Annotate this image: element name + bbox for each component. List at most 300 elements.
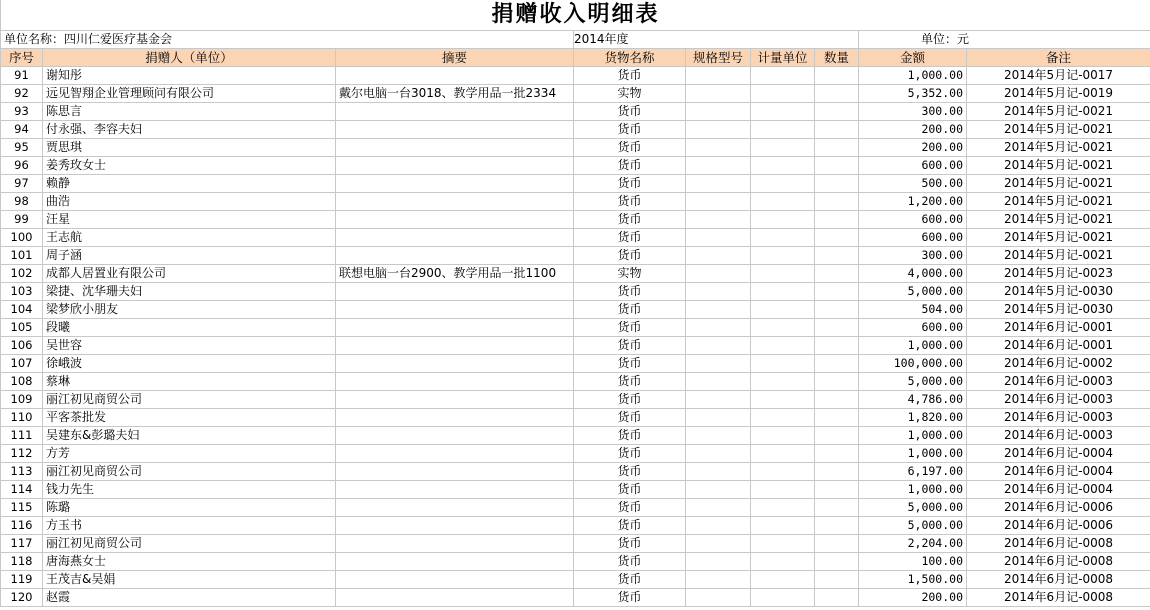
title-row xyxy=(1,0,1150,31)
cell-amount: 5,000.00 xyxy=(859,517,967,535)
cell-goods: 货币 xyxy=(574,427,686,445)
cell-donor: 段曦 xyxy=(43,319,336,337)
table-row xyxy=(1,247,1150,265)
table-row xyxy=(1,265,1150,283)
cell-amount: 600.00 xyxy=(859,211,967,229)
table-row xyxy=(1,157,1150,175)
cell-summary xyxy=(336,571,574,589)
cell-amount: 300.00 xyxy=(859,247,967,265)
cell-summary xyxy=(336,121,574,139)
cell-no: 91 xyxy=(1,67,43,85)
table-row xyxy=(1,391,1150,409)
cell-spec xyxy=(686,319,751,337)
cell-summary xyxy=(336,229,574,247)
cell-spec xyxy=(686,157,751,175)
cell-donor: 丽江初见商贸公司 xyxy=(43,391,336,409)
cell-qty xyxy=(815,481,859,499)
cell-qty xyxy=(815,229,859,247)
cell-goods: 货币 xyxy=(574,589,686,607)
cell-donor: 丽江初见商贸公司 xyxy=(43,463,336,481)
cell-donor: 平客茶批发 xyxy=(43,409,336,427)
cell-goods: 货币 xyxy=(574,445,686,463)
cell-spec xyxy=(686,193,751,211)
cell-no: 107 xyxy=(1,355,43,373)
cell-no: 100 xyxy=(1,229,43,247)
cell-amount: 600.00 xyxy=(859,157,967,175)
cell-no: 115 xyxy=(1,499,43,517)
cell-goods: 货币 xyxy=(574,211,686,229)
cell-no: 114 xyxy=(1,481,43,499)
cell-donor: 方玉书 xyxy=(43,517,336,535)
header-no: 序号 xyxy=(1,49,43,67)
header-qty: 数量 xyxy=(815,49,859,67)
cell-goods: 货币 xyxy=(574,463,686,481)
cell-summary: 联想电脑一台2900、教学用品一批1100 xyxy=(336,265,574,283)
table-row xyxy=(1,175,1150,193)
cell-no: 116 xyxy=(1,517,43,535)
cell-summary xyxy=(336,499,574,517)
header-summary: 摘要 xyxy=(336,49,574,67)
cell-qty xyxy=(815,553,859,571)
cell-amount: 5,352.00 xyxy=(859,85,967,103)
cell-note: 2014年5月记-0021 xyxy=(967,229,1150,247)
cell-qty xyxy=(815,445,859,463)
cell-summary xyxy=(336,247,574,265)
table-row xyxy=(1,301,1150,319)
year-label xyxy=(574,31,859,49)
cell-unit xyxy=(751,445,815,463)
cell-summary: 戴尔电脑一台3018、教学用品一批2334 xyxy=(336,85,574,103)
cell-no: 102 xyxy=(1,265,43,283)
cell-no: 118 xyxy=(1,553,43,571)
cell-donor: 赖静 xyxy=(43,175,336,193)
cell-note: 2014年6月记-0004 xyxy=(967,481,1150,499)
cell-spec xyxy=(686,67,751,85)
cell-note: 2014年6月记-0006 xyxy=(967,517,1150,535)
cell-note: 2014年6月记-0008 xyxy=(967,535,1150,553)
cell-no: 104 xyxy=(1,301,43,319)
cell-no: 117 xyxy=(1,535,43,553)
table-row xyxy=(1,139,1150,157)
cell-note: 2014年6月记-0003 xyxy=(967,391,1150,409)
cell-summary xyxy=(336,463,574,481)
cell-goods: 货币 xyxy=(574,247,686,265)
cell-summary xyxy=(336,283,574,301)
currency-label xyxy=(859,31,1150,49)
cell-donor: 陈思言 xyxy=(43,103,336,121)
cell-goods: 货币 xyxy=(574,481,686,499)
cell-unit xyxy=(751,175,815,193)
table-row xyxy=(1,517,1150,535)
cell-unit xyxy=(751,355,815,373)
cell-no: 111 xyxy=(1,427,43,445)
cell-note: 2014年6月记-0004 xyxy=(967,445,1150,463)
cell-amount: 200.00 xyxy=(859,121,967,139)
cell-goods: 实物 xyxy=(574,85,686,103)
cell-no: 93 xyxy=(1,103,43,121)
cell-spec xyxy=(686,463,751,481)
cell-goods: 货币 xyxy=(574,121,686,139)
cell-goods: 货币 xyxy=(574,139,686,157)
cell-summary xyxy=(336,139,574,157)
cell-qty xyxy=(815,571,859,589)
cell-no: 108 xyxy=(1,373,43,391)
cell-spec xyxy=(686,247,751,265)
cell-amount: 100.00 xyxy=(859,553,967,571)
cell-donor: 钱力先生 xyxy=(43,481,336,499)
cell-goods: 货币 xyxy=(574,67,686,85)
cell-note: 2014年6月记-0008 xyxy=(967,589,1150,607)
table-row xyxy=(1,445,1150,463)
cell-donor: 陈璐 xyxy=(43,499,336,517)
cell-donor: 汪星 xyxy=(43,211,336,229)
cell-qty xyxy=(815,409,859,427)
cell-donor: 梁梦欣小朋友 xyxy=(43,301,336,319)
cell-spec xyxy=(686,229,751,247)
cell-goods: 货币 xyxy=(574,337,686,355)
cell-goods: 货币 xyxy=(574,409,686,427)
cell-note: 2014年5月记-0030 xyxy=(967,301,1150,319)
cell-note: 2014年6月记-0003 xyxy=(967,427,1150,445)
cell-note: 2014年5月记-0017 xyxy=(967,67,1150,85)
cell-donor: 丽江初见商贸公司 xyxy=(43,535,336,553)
cell-unit xyxy=(751,535,815,553)
cell-amount: 1,000.00 xyxy=(859,427,967,445)
cell-amount: 504.00 xyxy=(859,301,967,319)
table-row xyxy=(1,283,1150,301)
cell-spec xyxy=(686,283,751,301)
cell-donor: 吴世容 xyxy=(43,337,336,355)
cell-donor: 王茂吉&吴娟 xyxy=(43,571,336,589)
cell-spec xyxy=(686,571,751,589)
cell-donor: 周子涵 xyxy=(43,247,336,265)
cell-unit xyxy=(751,157,815,175)
cell-unit xyxy=(751,265,815,283)
header-goods: 货物名称 xyxy=(574,49,686,67)
cell-unit xyxy=(751,67,815,85)
table-row xyxy=(1,85,1150,103)
cell-unit xyxy=(751,589,815,607)
cell-amount: 100,000.00 xyxy=(859,355,967,373)
cell-note: 2014年5月记-0021 xyxy=(967,121,1150,139)
table-row xyxy=(1,121,1150,139)
cell-unit xyxy=(751,553,815,571)
cell-summary xyxy=(336,211,574,229)
cell-qty xyxy=(815,373,859,391)
cell-summary xyxy=(336,373,574,391)
cell-unit xyxy=(751,463,815,481)
cell-spec xyxy=(686,355,751,373)
cell-amount: 500.00 xyxy=(859,175,967,193)
cell-note: 2014年6月记-0004 xyxy=(967,463,1150,481)
cell-donor: 谢知彤 xyxy=(43,67,336,85)
cell-goods: 货币 xyxy=(574,103,686,121)
cell-unit xyxy=(751,229,815,247)
cell-amount: 300.00 xyxy=(859,103,967,121)
cell-note: 2014年5月记-0021 xyxy=(967,139,1150,157)
cell-qty xyxy=(815,247,859,265)
header-spec: 规格型号 xyxy=(686,49,751,67)
table-row xyxy=(1,337,1150,355)
cell-qty xyxy=(815,103,859,121)
table-row xyxy=(1,67,1150,85)
cell-no: 101 xyxy=(1,247,43,265)
cell-amount: 1,820.00 xyxy=(859,409,967,427)
unit-name-label: 单位名称：四川仁爱医疗基金会 xyxy=(1,31,574,49)
table-row xyxy=(1,481,1150,499)
cell-qty xyxy=(815,427,859,445)
cell-spec xyxy=(686,265,751,283)
header-amount: 金额 xyxy=(859,49,967,67)
table-row xyxy=(1,229,1150,247)
cell-amount: 6,197.00 xyxy=(859,463,967,481)
cell-qty xyxy=(815,517,859,535)
cell-goods: 货币 xyxy=(574,571,686,589)
cell-summary xyxy=(336,175,574,193)
cell-spec xyxy=(686,121,751,139)
cell-qty xyxy=(815,337,859,355)
cell-unit xyxy=(751,391,815,409)
cell-summary xyxy=(336,427,574,445)
cell-amount: 5,000.00 xyxy=(859,373,967,391)
cell-summary xyxy=(336,103,574,121)
info-row xyxy=(1,31,1150,49)
cell-amount: 600.00 xyxy=(859,229,967,247)
header-unit: 计量单位 xyxy=(751,49,815,67)
table-row xyxy=(1,409,1150,427)
cell-summary xyxy=(336,193,574,211)
cell-unit xyxy=(751,427,815,445)
cell-spec xyxy=(686,337,751,355)
cell-goods: 货币 xyxy=(574,355,686,373)
table-row xyxy=(1,589,1150,607)
cell-qty xyxy=(815,499,859,517)
cell-summary xyxy=(336,409,574,427)
cell-no: 98 xyxy=(1,193,43,211)
cell-amount: 1,000.00 xyxy=(859,445,967,463)
cell-note: 2014年6月记-0003 xyxy=(967,373,1150,391)
cell-note: 2014年6月记-0001 xyxy=(967,337,1150,355)
cell-note: 2014年6月记-0001 xyxy=(967,319,1150,337)
cell-summary xyxy=(336,445,574,463)
cell-no: 113 xyxy=(1,463,43,481)
cell-summary xyxy=(336,157,574,175)
cell-donor: 吴建东&彭璐夫妇 xyxy=(43,427,336,445)
cell-summary xyxy=(336,535,574,553)
cell-donor: 方芳 xyxy=(43,445,336,463)
cell-unit xyxy=(751,337,815,355)
cell-amount: 1,500.00 xyxy=(859,571,967,589)
cell-no: 103 xyxy=(1,283,43,301)
cell-amount: 200.00 xyxy=(859,139,967,157)
table-row xyxy=(1,319,1150,337)
table-row xyxy=(1,211,1150,229)
header-note: 备注 xyxy=(967,49,1150,67)
cell-unit xyxy=(751,211,815,229)
cell-amount: 4,000.00 xyxy=(859,265,967,283)
cell-spec xyxy=(686,517,751,535)
table-row xyxy=(1,355,1150,373)
cell-note: 2014年5月记-0023 xyxy=(967,265,1150,283)
table-row xyxy=(1,571,1150,589)
cell-no: 92 xyxy=(1,85,43,103)
cell-summary xyxy=(336,481,574,499)
cell-amount: 1,200.00 xyxy=(859,193,967,211)
table-row xyxy=(1,373,1150,391)
cell-note: 2014年6月记-0003 xyxy=(967,409,1150,427)
cell-qty xyxy=(815,85,859,103)
cell-summary xyxy=(336,589,574,607)
cell-donor: 唐海燕女士 xyxy=(43,553,336,571)
cell-donor: 王志航 xyxy=(43,229,336,247)
cell-unit xyxy=(751,193,815,211)
cell-qty xyxy=(815,535,859,553)
cell-no: 110 xyxy=(1,409,43,427)
cell-donor: 姜秀玫女士 xyxy=(43,157,336,175)
cell-no: 96 xyxy=(1,157,43,175)
cell-amount: 1,000.00 xyxy=(859,337,967,355)
cell-unit xyxy=(751,301,815,319)
cell-qty xyxy=(815,139,859,157)
cell-spec xyxy=(686,553,751,571)
cell-qty xyxy=(815,175,859,193)
cell-donor: 徐峨波 xyxy=(43,355,336,373)
cell-spec xyxy=(686,85,751,103)
cell-donor: 赵霞 xyxy=(43,589,336,607)
cell-no: 119 xyxy=(1,571,43,589)
cell-spec xyxy=(686,427,751,445)
cell-no: 95 xyxy=(1,139,43,157)
cell-no: 120 xyxy=(1,589,43,607)
cell-note: 2014年6月记-0006 xyxy=(967,499,1150,517)
cell-note: 2014年6月记-0008 xyxy=(967,553,1150,571)
cell-summary xyxy=(336,337,574,355)
cell-note: 2014年6月记-0002 xyxy=(967,355,1150,373)
cell-spec xyxy=(686,589,751,607)
cell-qty xyxy=(815,463,859,481)
cell-summary xyxy=(336,517,574,535)
cell-amount: 4,786.00 xyxy=(859,391,967,409)
cell-qty xyxy=(815,283,859,301)
page-title: 捐赠收入明细表 xyxy=(1,0,1150,31)
cell-note: 2014年6月记-0008 xyxy=(967,571,1150,589)
cell-qty xyxy=(815,193,859,211)
cell-unit xyxy=(751,499,815,517)
cell-unit xyxy=(751,571,815,589)
cell-no: 109 xyxy=(1,391,43,409)
cell-amount: 2,204.00 xyxy=(859,535,967,553)
cell-spec xyxy=(686,445,751,463)
cell-goods: 货币 xyxy=(574,283,686,301)
cell-summary xyxy=(336,391,574,409)
cell-note: 2014年5月记-0021 xyxy=(967,247,1150,265)
cell-unit xyxy=(751,409,815,427)
cell-goods: 货币 xyxy=(574,193,686,211)
table-row xyxy=(1,193,1150,211)
cell-note: 2014年5月记-0021 xyxy=(967,175,1150,193)
cell-no: 94 xyxy=(1,121,43,139)
cell-no: 99 xyxy=(1,211,43,229)
cell-goods: 货币 xyxy=(574,229,686,247)
cell-unit xyxy=(751,247,815,265)
cell-qty xyxy=(815,67,859,85)
cell-spec xyxy=(686,211,751,229)
cell-amount: 5,000.00 xyxy=(859,283,967,301)
cell-goods: 货币 xyxy=(574,517,686,535)
cell-summary xyxy=(336,319,574,337)
cell-donor: 贾思琪 xyxy=(43,139,336,157)
table-row xyxy=(1,535,1150,553)
cell-no: 112 xyxy=(1,445,43,463)
cell-spec xyxy=(686,373,751,391)
cell-unit xyxy=(751,373,815,391)
cell-goods: 货币 xyxy=(574,175,686,193)
cell-qty xyxy=(815,355,859,373)
cell-spec xyxy=(686,301,751,319)
cell-amount: 1,000.00 xyxy=(859,67,967,85)
table-row xyxy=(1,553,1150,571)
cell-amount: 600.00 xyxy=(859,319,967,337)
cell-spec xyxy=(686,103,751,121)
cell-amount: 1,000.00 xyxy=(859,481,967,499)
table-row xyxy=(1,427,1150,445)
cell-note: 2014年5月记-0021 xyxy=(967,157,1150,175)
cell-goods: 货币 xyxy=(574,391,686,409)
cell-spec xyxy=(686,391,751,409)
table-row xyxy=(1,103,1150,121)
cell-no: 106 xyxy=(1,337,43,355)
cell-goods: 货币 xyxy=(574,319,686,337)
cell-note: 2014年5月记-0021 xyxy=(967,193,1150,211)
cell-no: 105 xyxy=(1,319,43,337)
header-row xyxy=(1,49,1150,67)
cell-unit xyxy=(751,517,815,535)
currency-text: 单位：元 xyxy=(921,32,970,46)
cell-spec xyxy=(686,409,751,427)
cell-qty xyxy=(815,157,859,175)
cell-no: 97 xyxy=(1,175,43,193)
cell-summary xyxy=(336,553,574,571)
cell-donor: 远见智翔企业管理顾问有限公司 xyxy=(43,85,336,103)
cell-note: 2014年5月记-0021 xyxy=(967,103,1150,121)
cell-spec xyxy=(686,175,751,193)
cell-note: 2014年5月记-0030 xyxy=(967,283,1150,301)
cell-donor: 蔡琳 xyxy=(43,373,336,391)
cell-spec xyxy=(686,499,751,517)
cell-qty xyxy=(815,265,859,283)
cell-amount: 200.00 xyxy=(859,589,967,607)
cell-summary xyxy=(336,67,574,85)
cell-summary xyxy=(336,301,574,319)
cell-qty xyxy=(815,121,859,139)
cell-goods: 货币 xyxy=(574,499,686,517)
cell-amount: 5,000.00 xyxy=(859,499,967,517)
cell-goods: 货币 xyxy=(574,535,686,553)
header-donor: 捐赠人（单位） xyxy=(43,49,336,67)
cell-qty xyxy=(815,301,859,319)
cell-unit xyxy=(751,283,815,301)
cell-qty xyxy=(815,391,859,409)
cell-unit xyxy=(751,319,815,337)
table-row xyxy=(1,463,1150,481)
cell-unit xyxy=(751,121,815,139)
cell-unit xyxy=(751,481,815,499)
cell-unit xyxy=(751,139,815,157)
cell-spec xyxy=(686,139,751,157)
cell-qty xyxy=(815,589,859,607)
cell-note: 2014年5月记-0021 xyxy=(967,211,1150,229)
cell-qty xyxy=(815,319,859,337)
